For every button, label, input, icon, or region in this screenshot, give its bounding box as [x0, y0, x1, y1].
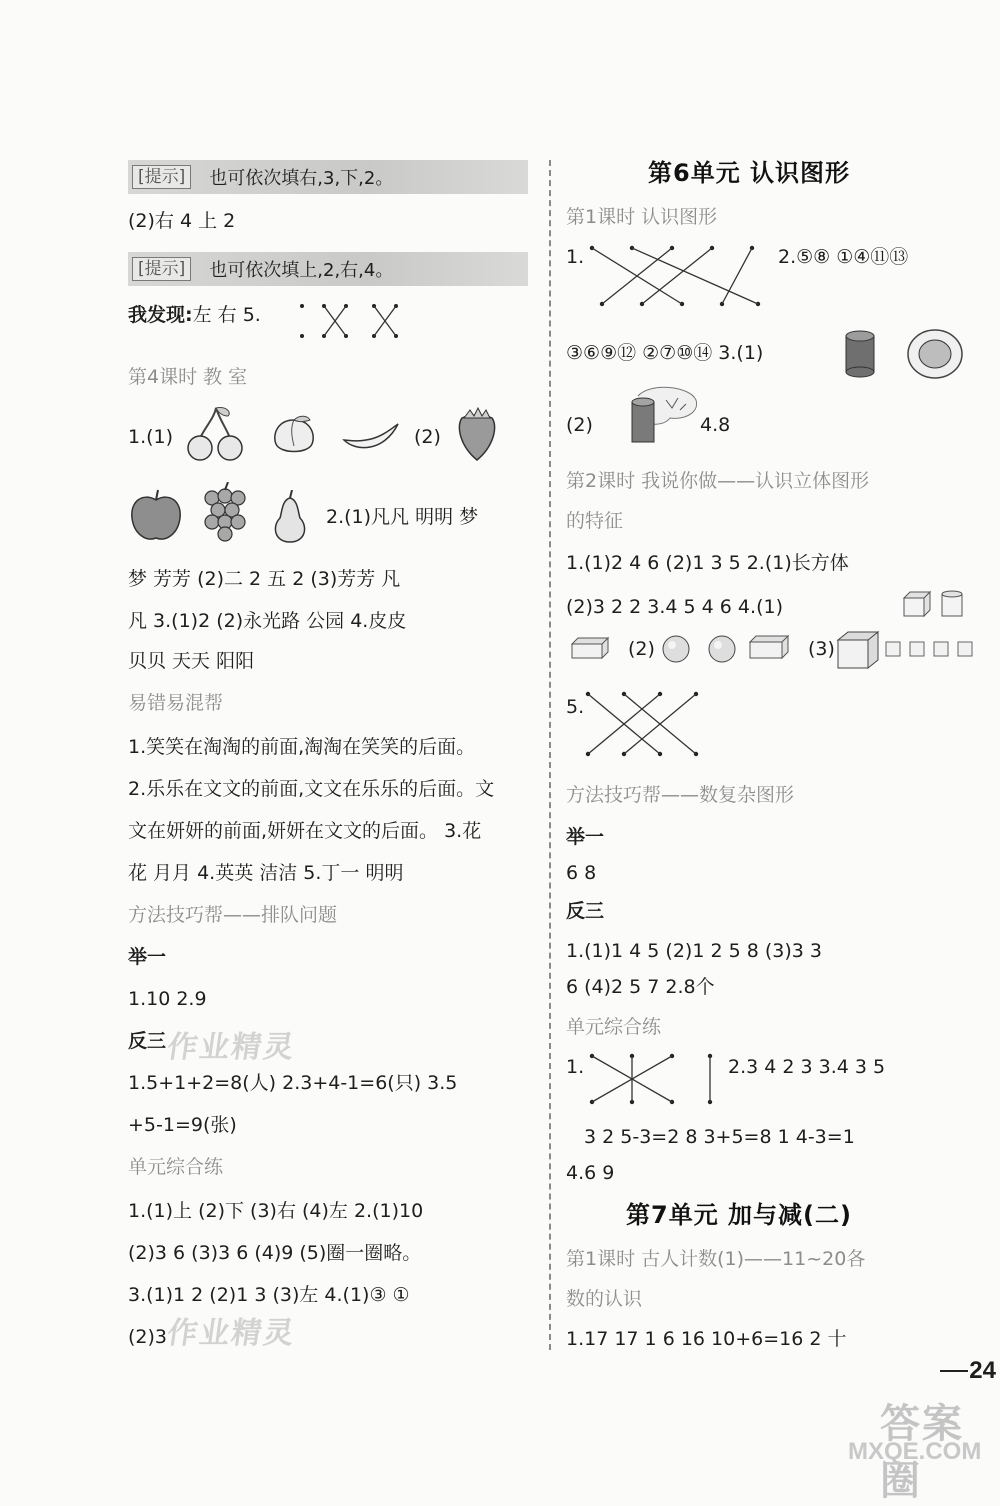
answer-line: (2)右 4 上 2 [128, 210, 236, 232]
answer-line: 1.笑笑在淘淘的前面,淘淘在笑笑的后面。 [128, 736, 476, 758]
answer-line: 2.乐乐在文文的前面,文文在乐乐的后面。文 [128, 778, 495, 800]
section-heading: 数的认识 [566, 1288, 643, 1310]
answer-line: 2.(1)凡凡 明明 梦 [326, 506, 479, 528]
dot-matching-figure [584, 690, 700, 758]
section-heading: 易错易混帮 [128, 692, 224, 714]
apple-icon [128, 488, 184, 544]
answer-line: 3.(1)1 2 (2)1 3 (3)左 4.(1)③ ① [128, 1284, 410, 1306]
cherry-icon [186, 404, 246, 462]
circle-plate-icon [906, 328, 964, 380]
answer-line: 3 2 5-3=2 8 3+5=8 1 4-3=1 [584, 1126, 855, 1148]
hint-tag: [提示] [132, 165, 191, 189]
cube-icon [836, 630, 880, 670]
site-logo: 答案圈 [880, 1401, 964, 1504]
unit-title: 第7单元 加与减(二) [626, 1201, 852, 1229]
hint-text: 也可依次填右,3,下,2。 [209, 168, 394, 189]
subheading-ju1: 举一 [566, 826, 605, 848]
hint-box-1 [128, 160, 528, 194]
cuboid-icon [748, 634, 790, 662]
strawberry-icon [454, 406, 500, 462]
answer-line [128, 302, 261, 328]
hint-tag: [提示] [132, 257, 191, 281]
section-heading: 方法技巧帮——数复杂图形 [566, 784, 795, 806]
cylinder-icon [840, 328, 880, 380]
answer-line: 6 8 [566, 862, 597, 884]
answer-line: (2) [628, 638, 655, 660]
answer-line: 凡 3.(1)2 (2)永光路 公园 4.皮皮 [128, 610, 407, 632]
sphere-icon [706, 634, 738, 664]
answer-line: (2) [414, 426, 441, 448]
answer-line: 6 (4)2 5 7 2.8个 [566, 976, 715, 998]
answer-line: 2.⑤⑧ ①④⑪⑬ [778, 246, 909, 268]
site-url: MXQE.COM [848, 1438, 982, 1465]
dot-matching-figure [586, 1052, 716, 1108]
page-number-dash [940, 1370, 968, 1372]
answer-line: 1.(1) [128, 426, 174, 448]
pear-icon [270, 490, 310, 546]
section-heading: 第4课时 教 室 [128, 366, 248, 388]
answer-line: 贝贝 天天 阳阳 [128, 650, 255, 672]
answer-line: (2)3 2 2 3.4 5 4 6 4.(1) [566, 596, 783, 618]
watermark: 作业精灵 [165, 1316, 298, 1351]
banana-icon [340, 418, 402, 454]
small-cubes-row [884, 636, 978, 662]
answer-line: 花 月月 4.英英 洁洁 5.丁一 明明 [128, 862, 404, 884]
section-heading: 的特征 [566, 510, 624, 532]
answer-line: (2)3 6 (3)3 6 (4)9 (5)圈一圈略。 [128, 1242, 422, 1264]
peach-icon [270, 414, 318, 456]
section-heading: 第2课时 我说你做——认识立体图形 [566, 470, 870, 492]
answer-line: 4.6 9 [566, 1162, 615, 1184]
section-heading: 单元综合练 [566, 1016, 662, 1038]
cuboid-icon [570, 636, 610, 662]
subheading-ju1: 举一 [128, 946, 167, 968]
answer-line: 1. [566, 246, 585, 268]
dot-matching-figure [296, 302, 406, 342]
hint-box-2 [128, 252, 528, 286]
answer-line: 1.10 2.9 [128, 988, 207, 1010]
sphere-icon [660, 634, 692, 664]
answer-line: 1.(1)2 4 6 (2)1 3 5 2.(1)长方体 [566, 552, 849, 574]
answer-line: 1.5+1+2=8(人) 2.3+4-1=6(只) 3.5 [128, 1072, 458, 1094]
answer-line: 4.8 [700, 414, 731, 436]
watermark: 作业精灵 [165, 1030, 298, 1065]
answer-line: 1.(1)1 4 5 (2)1 2 5 8 (3)3 3 [566, 940, 822, 962]
subheading-fan3: 反三 [128, 1030, 167, 1052]
section-heading: 第1课时 古人计数(1)——11~20各 [566, 1248, 866, 1270]
answer-line: ③⑥⑨⑫ ②⑦⑩⑭ 3.(1) [566, 342, 764, 364]
column-divider [549, 160, 551, 1350]
grape-icon [200, 482, 250, 544]
answer-line: 梦 芳芳 (2)二 2 五 2 (3)芳芳 凡 [128, 568, 401, 590]
subheading-fan3: 反三 [566, 900, 605, 922]
section-heading: 方法技巧帮——排队问题 [128, 904, 338, 926]
answer-line: 文在妍妍的前面,妍妍在文文的后面。 3.花 [128, 820, 482, 842]
discovery-label: 我发现: [128, 304, 193, 326]
hint-text: 也可依次填上,2,右,4。 [209, 260, 394, 281]
answer-line: 1.(1)上 (2)下 (3)右 (4)左 2.(1)10 [128, 1200, 424, 1222]
answer-line: (2)3 [128, 1326, 168, 1348]
answer-line: 2.3 4 2 3 3.4 3 5 [728, 1056, 886, 1078]
section-heading: 单元综合练 [128, 1156, 224, 1178]
answer-line: (3) [808, 638, 835, 660]
cylinder-with-drawing-icon [620, 386, 700, 450]
discovery-text: 左 右 5. [192, 304, 261, 326]
solid-shapes-row [902, 588, 970, 620]
page-number: 24 [969, 1357, 996, 1384]
answer-line: (2) [566, 414, 593, 436]
section-heading: 第1课时 认识图形 [566, 206, 718, 228]
answer-line: 1. [566, 1056, 585, 1078]
answer-line: +5-1=9(张) [128, 1114, 237, 1136]
answer-line: 5. [566, 696, 585, 718]
unit-title: 第6单元 认识图形 [648, 159, 851, 187]
answer-line: 1.17 17 1 6 16 10+6=16 2 十 [566, 1328, 847, 1350]
dot-matching-figure [586, 244, 766, 310]
